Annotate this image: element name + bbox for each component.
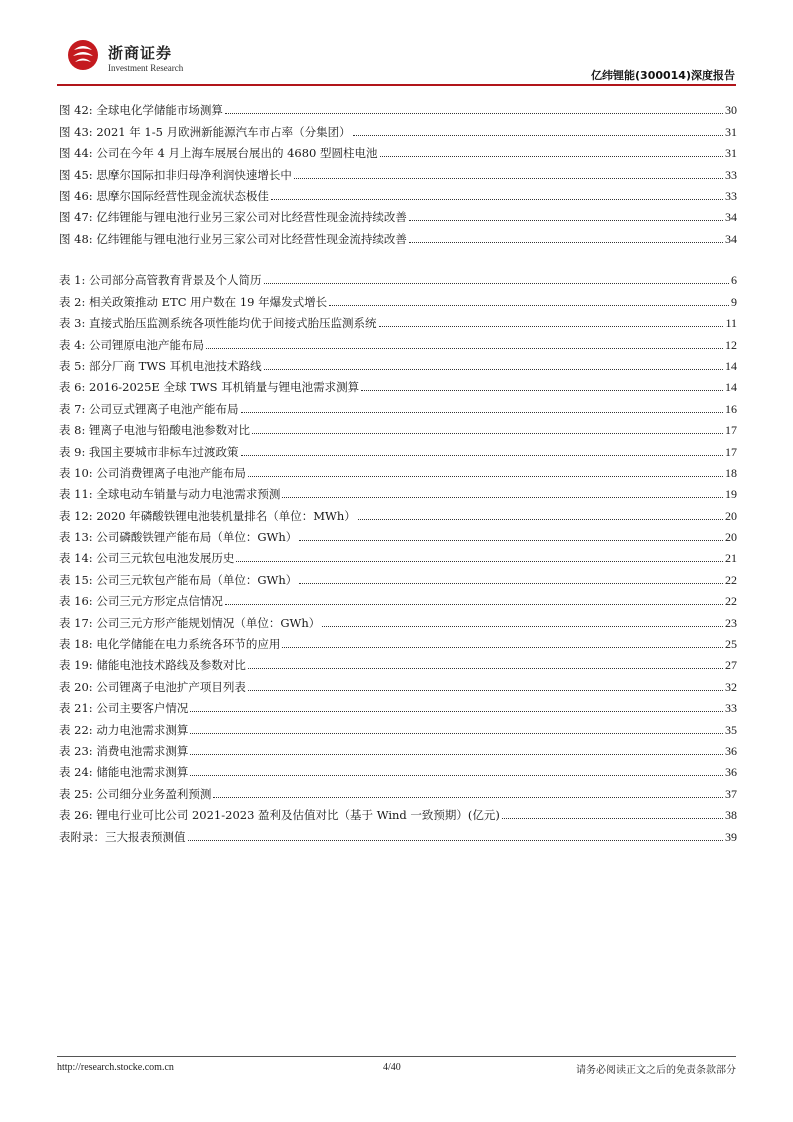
zheshang-logo-icon: [66, 38, 100, 72]
footer-website-link[interactable]: http://research.stocke.com.cn: [57, 1062, 174, 1073]
table-list: [59, 266, 737, 844]
toc-entry-table[interactable]: 表 17: 公司三元方形产能规划情况（单位：GWh） 23: [59, 615, 737, 630]
figure-list: [59, 96, 737, 246]
toc-entry-table[interactable]: 表 8: 锂离子电池与铅酸电池参数对比 17: [59, 423, 737, 438]
toc-entry-figure[interactable]: 图 45: 思摩尔国际扣非归母净利润快速增长中 33: [59, 167, 737, 182]
toc-entry-table[interactable]: 表 19: 储能电池技术路线及参数对比 27: [59, 658, 737, 673]
brand-name-cn: 浙商证券: [108, 44, 173, 62]
footer-divider: [57, 1056, 736, 1057]
toc-entry-figure[interactable]: 图 43: 2021 年 1-5 月欧洲新能源汽车市占率（分集团） 31: [59, 124, 737, 139]
toc-entry-figure[interactable]: 图 48: 亿纬锂能与锂电池行业另三家公司对比经营性现金流持续改善 34: [59, 231, 737, 246]
toc-entry-table[interactable]: 表 1: 公司部分高管教育背景及个人简历 6: [59, 273, 737, 288]
toc-entry-table[interactable]: 表 14: 公司三元软包电池发展历史 21: [59, 551, 737, 566]
toc-entry-table[interactable]: 表 12: 2020 年磷酸铁锂电池装机量排名（单位：MWh） 20: [59, 508, 737, 523]
toc-entry-figure[interactable]: 图 42: 全球电化学储能市场测算 30: [59, 103, 737, 118]
toc-entry-table[interactable]: 表 13: 公司磷酸铁锂产能布局（单位：GWh） 20: [59, 530, 737, 545]
toc-entry-table[interactable]: 表 18: 电化学储能在电力系统各环节的应用 25: [59, 637, 737, 652]
toc-entry-table[interactable]: 表 2: 相关政策推动 ETC 用户数在 19 年爆发式增长 9: [59, 294, 737, 309]
toc-entry-table[interactable]: 表 3: 直接式胎压监测系统各项性能均优于间接式胎压监测系统 11: [59, 316, 737, 331]
report-title: 亿纬锂能(300014)深度报告: [591, 69, 735, 82]
toc-entry-table[interactable]: 表 22: 动力电池需求测算 35: [59, 722, 737, 737]
toc-entry-table[interactable]: 表 11: 全球电动车销量与动力电池需求预测 19: [59, 487, 737, 502]
toc-entry-table[interactable]: 表 7: 公司豆式锂离子电池产能布局 16: [59, 401, 737, 416]
toc-entry-table[interactable]: 表 25: 公司细分业务盈利预测 37: [59, 786, 737, 801]
toc-entry-table[interactable]: 表 6: 2016-2025E 全球 TWS 耳机销量与锂电池需求测算 14: [59, 380, 737, 395]
toc-entry-table[interactable]: 表 15: 公司三元软包产能布局（单位：GWh） 22: [59, 572, 737, 587]
toc-entry-table[interactable]: 表 24: 储能电池需求测算 36: [59, 765, 737, 780]
toc-entry-table[interactable]: 表附录：三大报表预测值 39: [59, 829, 737, 844]
header-divider: [57, 84, 736, 86]
toc-entry-table[interactable]: 表 9: 我国主要城市非标车过渡政策 17: [59, 444, 737, 459]
toc-entry-table[interactable]: 表 21: 公司主要客户情况 33: [59, 701, 737, 716]
page-header: [0, 0, 793, 90]
footer-disclaimer: 请务必阅读正文之后的免责条款部分: [576, 1065, 736, 1076]
toc-entry-table[interactable]: 表 10: 公司消费锂离子电池产能布局 18: [59, 465, 737, 480]
toc-entry-figure[interactable]: 图 44: 公司在今年 4 月上海车展展台展出的 4680 型圆柱电池 31: [59, 146, 737, 161]
toc-entry-table[interactable]: 表 23: 消费电池需求测算 36: [59, 743, 737, 758]
toc-entry-table[interactable]: 表 26: 锂电行业可比公司 2021-2023 盈利及估值对比（基于 Wind 一致预期）(亿元) 38: [59, 808, 737, 823]
toc-entry-table[interactable]: 表 16: 公司三元方形定点信情况 22: [59, 594, 737, 609]
toc-entry-figure[interactable]: 图 46: 思摩尔国际经营性现金流状态极佳 33: [59, 188, 737, 203]
toc-entry-table[interactable]: 表 5: 部分厂商 TWS 耳机电池技术路线 14: [59, 358, 737, 373]
toc-entry-table[interactable]: 表 4: 公司锂原电池产能布局 12: [59, 337, 737, 352]
toc-entry-figure[interactable]: 图 47: 亿纬锂能与锂电池行业另三家公司对比经营性现金流持续改善 34: [59, 210, 737, 225]
page-number: 4/40: [383, 1062, 401, 1073]
toc-entry-table[interactable]: 表 20: 公司锂离子电池扩产项目列表 32: [59, 679, 737, 694]
brand-name-en: Investment Research: [108, 63, 184, 73]
